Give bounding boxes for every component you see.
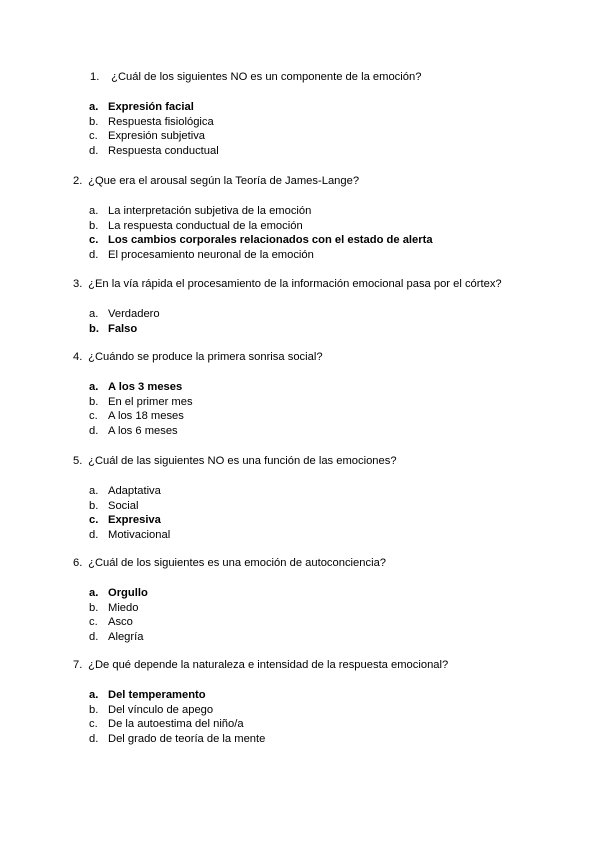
option-d xyxy=(0,528,600,543)
option-b xyxy=(0,395,600,410)
option-letter: d. xyxy=(89,249,99,262)
option-b xyxy=(0,115,600,130)
question-text: ¿De qué depende la naturaleza e intensidad de la respuesta emocional? xyxy=(88,659,449,671)
option-c xyxy=(0,513,600,528)
options-list xyxy=(0,204,600,263)
option-text: Expresión facial xyxy=(108,101,194,113)
option-d xyxy=(0,144,600,159)
option-text: Alegría xyxy=(108,631,144,644)
option-text: Miedo xyxy=(108,601,139,614)
option-letter: c. xyxy=(89,130,98,143)
option-text: Asco xyxy=(108,616,133,629)
question-text: ¿Cuál de los siguientes NO es un componente de la emoción? xyxy=(111,71,422,83)
options-list xyxy=(0,586,600,645)
option-text: Del temperamento xyxy=(108,689,206,701)
question-text: ¿Cuál de los siguientes es una emoción de autoconciencia? xyxy=(88,557,387,569)
option-letter: b. xyxy=(89,395,99,408)
option-c xyxy=(0,233,600,248)
option-d xyxy=(0,248,600,263)
option-text: Adaptativa xyxy=(108,485,161,497)
option-text: De la autoestima del niño/a xyxy=(108,718,244,731)
option-text: A los 6 meses xyxy=(108,425,178,438)
question-7 xyxy=(0,658,600,747)
option-letter: a. xyxy=(89,205,99,217)
option-a xyxy=(0,307,600,322)
option-text: El procesamiento neuronal de la emoción xyxy=(108,249,314,262)
option-text: La interpretación subjetiva de la emoción xyxy=(108,205,312,217)
options-list xyxy=(0,307,600,336)
option-a xyxy=(0,586,600,601)
option-c xyxy=(0,129,600,144)
option-text: Orgullo xyxy=(108,587,148,599)
option-c xyxy=(0,615,600,630)
option-b xyxy=(0,499,600,514)
option-b xyxy=(0,219,600,234)
option-letter: b. xyxy=(89,322,99,335)
option-b xyxy=(0,601,600,616)
option-text: A los 18 meses xyxy=(108,410,184,423)
question-number: 4. xyxy=(73,351,83,363)
option-letter: d. xyxy=(89,425,99,438)
question-number: 7. xyxy=(73,659,83,671)
option-text: Expresiva xyxy=(108,514,161,527)
option-text: A los 3 meses xyxy=(108,381,183,393)
question-2 xyxy=(0,174,600,263)
question-number: 5. xyxy=(73,455,83,467)
option-text: Falso xyxy=(108,322,138,335)
option-text: Respuesta fisiológica xyxy=(108,115,214,128)
option-letter: d. xyxy=(89,733,99,746)
option-letter: c. xyxy=(89,514,99,527)
option-b xyxy=(0,703,600,718)
option-letter: a. xyxy=(89,308,99,320)
option-text: Social xyxy=(108,499,139,512)
question-5 xyxy=(0,454,600,543)
option-c xyxy=(0,409,600,424)
option-a xyxy=(0,204,600,219)
option-text: Expresión subjetiva xyxy=(108,130,206,143)
question-text: ¿Que era el arousal según la Teoría de James-Lange? xyxy=(88,175,360,187)
question-3 xyxy=(0,277,600,336)
question-number: 2. xyxy=(73,175,83,187)
question-number: 1. xyxy=(90,71,100,83)
option-letter: b. xyxy=(89,499,99,512)
option-text: Respuesta conductual xyxy=(108,145,219,158)
option-a xyxy=(0,100,600,115)
option-letter: c. xyxy=(89,616,98,629)
option-text: En el primer mes xyxy=(108,395,193,408)
question-text: ¿Cuál de las siguientes NO es una función de las emociones? xyxy=(88,455,397,467)
option-c xyxy=(0,717,600,732)
option-text: Del grado de teoría de la mente xyxy=(108,733,266,746)
option-letter: a. xyxy=(89,689,99,701)
option-b xyxy=(0,322,600,337)
options-list xyxy=(0,688,600,747)
option-text: Motivacional xyxy=(108,529,171,542)
option-text: La respuesta conductual de la emoción xyxy=(108,219,303,232)
option-letter: d. xyxy=(89,631,99,644)
question-text: ¿En la vía rápida el procesamiento de la información emocional pasa por el córtex? xyxy=(88,278,502,290)
question-4 xyxy=(0,350,600,439)
option-d xyxy=(0,630,600,645)
option-letter: a. xyxy=(89,587,99,599)
option-letter: c. xyxy=(89,410,98,423)
options-list xyxy=(0,484,600,543)
option-a xyxy=(0,380,600,395)
option-letter: d. xyxy=(89,529,99,542)
option-letter: a. xyxy=(89,381,99,393)
question-text: ¿Cuándo se produce la primera sonrisa social? xyxy=(88,351,323,363)
option-letter: b. xyxy=(89,703,99,716)
option-d xyxy=(0,424,600,439)
options-list xyxy=(0,380,600,439)
option-letter: b. xyxy=(89,219,99,232)
option-letter: c. xyxy=(89,234,99,247)
option-d xyxy=(0,732,600,747)
option-a xyxy=(0,688,600,703)
option-text: Los cambios corporales relacionados con el estado de alerta xyxy=(108,234,433,247)
options-list xyxy=(0,100,600,159)
option-letter: a. xyxy=(89,485,99,497)
question-number: 3. xyxy=(73,278,83,290)
option-letter: c. xyxy=(89,718,98,731)
option-text: Verdadero xyxy=(108,308,160,320)
option-a xyxy=(0,484,600,499)
question-number: 6. xyxy=(73,557,83,569)
option-letter: d. xyxy=(89,145,99,158)
option-letter: b. xyxy=(89,115,99,128)
option-letter: b. xyxy=(89,601,99,614)
option-text: Del vínculo de apego xyxy=(108,703,214,716)
option-letter: a. xyxy=(89,101,99,113)
question-1 xyxy=(0,70,600,159)
question-6 xyxy=(0,556,600,645)
